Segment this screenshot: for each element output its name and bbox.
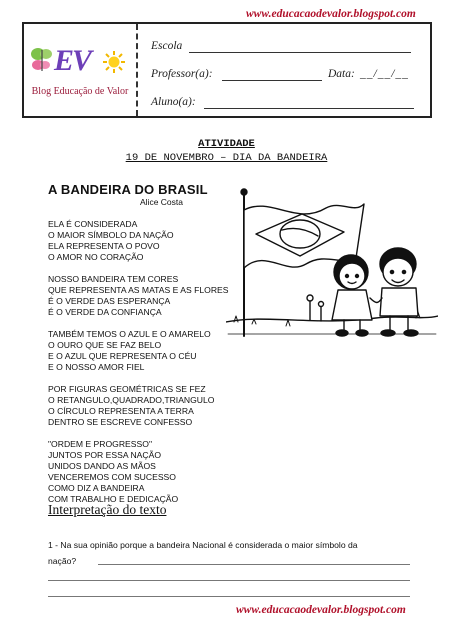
verse: VENCEREMOS COM SUCESSO (48, 472, 176, 482)
site-url-top[interactable]: www.educacaodevalor.blogspot.com (246, 8, 416, 20)
verse: ELA REPRESENTA O POVO (48, 241, 160, 251)
stanza (48, 219, 229, 263)
sun-icon (102, 50, 126, 74)
verse: COMO DIZ A BANDEIRA (48, 483, 145, 493)
activity-heading: ATIVIDADE (198, 138, 255, 150)
answer-line-2[interactable] (48, 580, 410, 581)
verse: UNIDOS DANDO AS MÃOS (48, 461, 156, 471)
flag-kids-icon (226, 186, 438, 344)
verse: É O VERDE DAS ESPERANÇA (48, 296, 171, 306)
interpretation-title: Interpretação do texto (48, 502, 167, 517)
stanza (48, 439, 229, 505)
stanza (48, 329, 229, 373)
question-line-2: nação? (48, 556, 77, 566)
verse: E O NOSSO AMOR FIEL (48, 362, 145, 372)
verse: POR FIGURAS GEOMÉTRICAS SE FEZ (48, 384, 206, 394)
date-field[interactable]: __/__/__ (360, 68, 409, 80)
verse: JUNTOS POR ESSA NAÇÃO (48, 450, 162, 460)
verse: O MAIOR SÍMBOLO DA NAÇÃO (48, 230, 174, 240)
date-label: Data: (328, 68, 355, 80)
activity-subheading: 19 DE NOVEMBRO – DIA DA BANDEIRA (125, 152, 328, 164)
school-line[interactable] (189, 52, 411, 53)
logo-letters: EV (54, 44, 91, 77)
poem-title: A BANDEIRA DO BRASIL (48, 182, 208, 197)
verse: O RETANGULO,QUADRADO,TRIANGULO (48, 395, 215, 405)
poem-body (48, 219, 229, 505)
logo-cell (24, 24, 138, 116)
verse: O OURO QUE SE FAZ BELO (48, 340, 162, 350)
verse: ELA É CONSIDERADA (48, 219, 138, 229)
poem-author: Alice Costa (140, 197, 183, 207)
student-line[interactable] (204, 108, 414, 109)
logo-caption: Blog Educação de Valor (31, 86, 129, 97)
verse: TAMBÉM TEMOS O AZUL E O AMARELO (48, 329, 211, 339)
site-url-bottom[interactable]: www.educacaodevalor.blogspot.com (236, 604, 406, 616)
verse: "ORDEM E PROGRESSO" (48, 439, 152, 449)
question-line-1: 1 - Na sua opinião porque a bandeira Nacional é considerada o maior símbolo da (48, 540, 358, 550)
verse: DENTRO SE ESCREVE CONFESSO (48, 417, 193, 427)
stanza (48, 384, 229, 428)
teacher-line[interactable] (222, 80, 322, 81)
verse: É O VERDE DA CONFIANÇA (48, 307, 162, 317)
verse: NOSSO BANDEIRA TEM CORES (48, 274, 179, 284)
stanza (48, 274, 229, 318)
school-label: Escola (151, 40, 183, 52)
verse: QUE REPRESENTA AS MATAS E AS FLORES (48, 285, 229, 295)
header-box (22, 22, 432, 118)
verse: O CÍRCULO REPRESENTA A TERRA (48, 406, 194, 416)
verse: E O AZUL QUE REPRESENTA O CÉU (48, 351, 197, 361)
butterfly-icon (30, 46, 54, 74)
answer-line-1[interactable] (98, 564, 410, 565)
answer-line-3[interactable] (48, 596, 410, 597)
verse: O AMOR NO CORAÇÃO (48, 252, 144, 262)
student-label: Aluno(a): (151, 96, 196, 108)
verse: COM TRABALHO E DEDICAÇÃO (48, 494, 179, 504)
teacher-label: Professor(a): (151, 68, 213, 80)
